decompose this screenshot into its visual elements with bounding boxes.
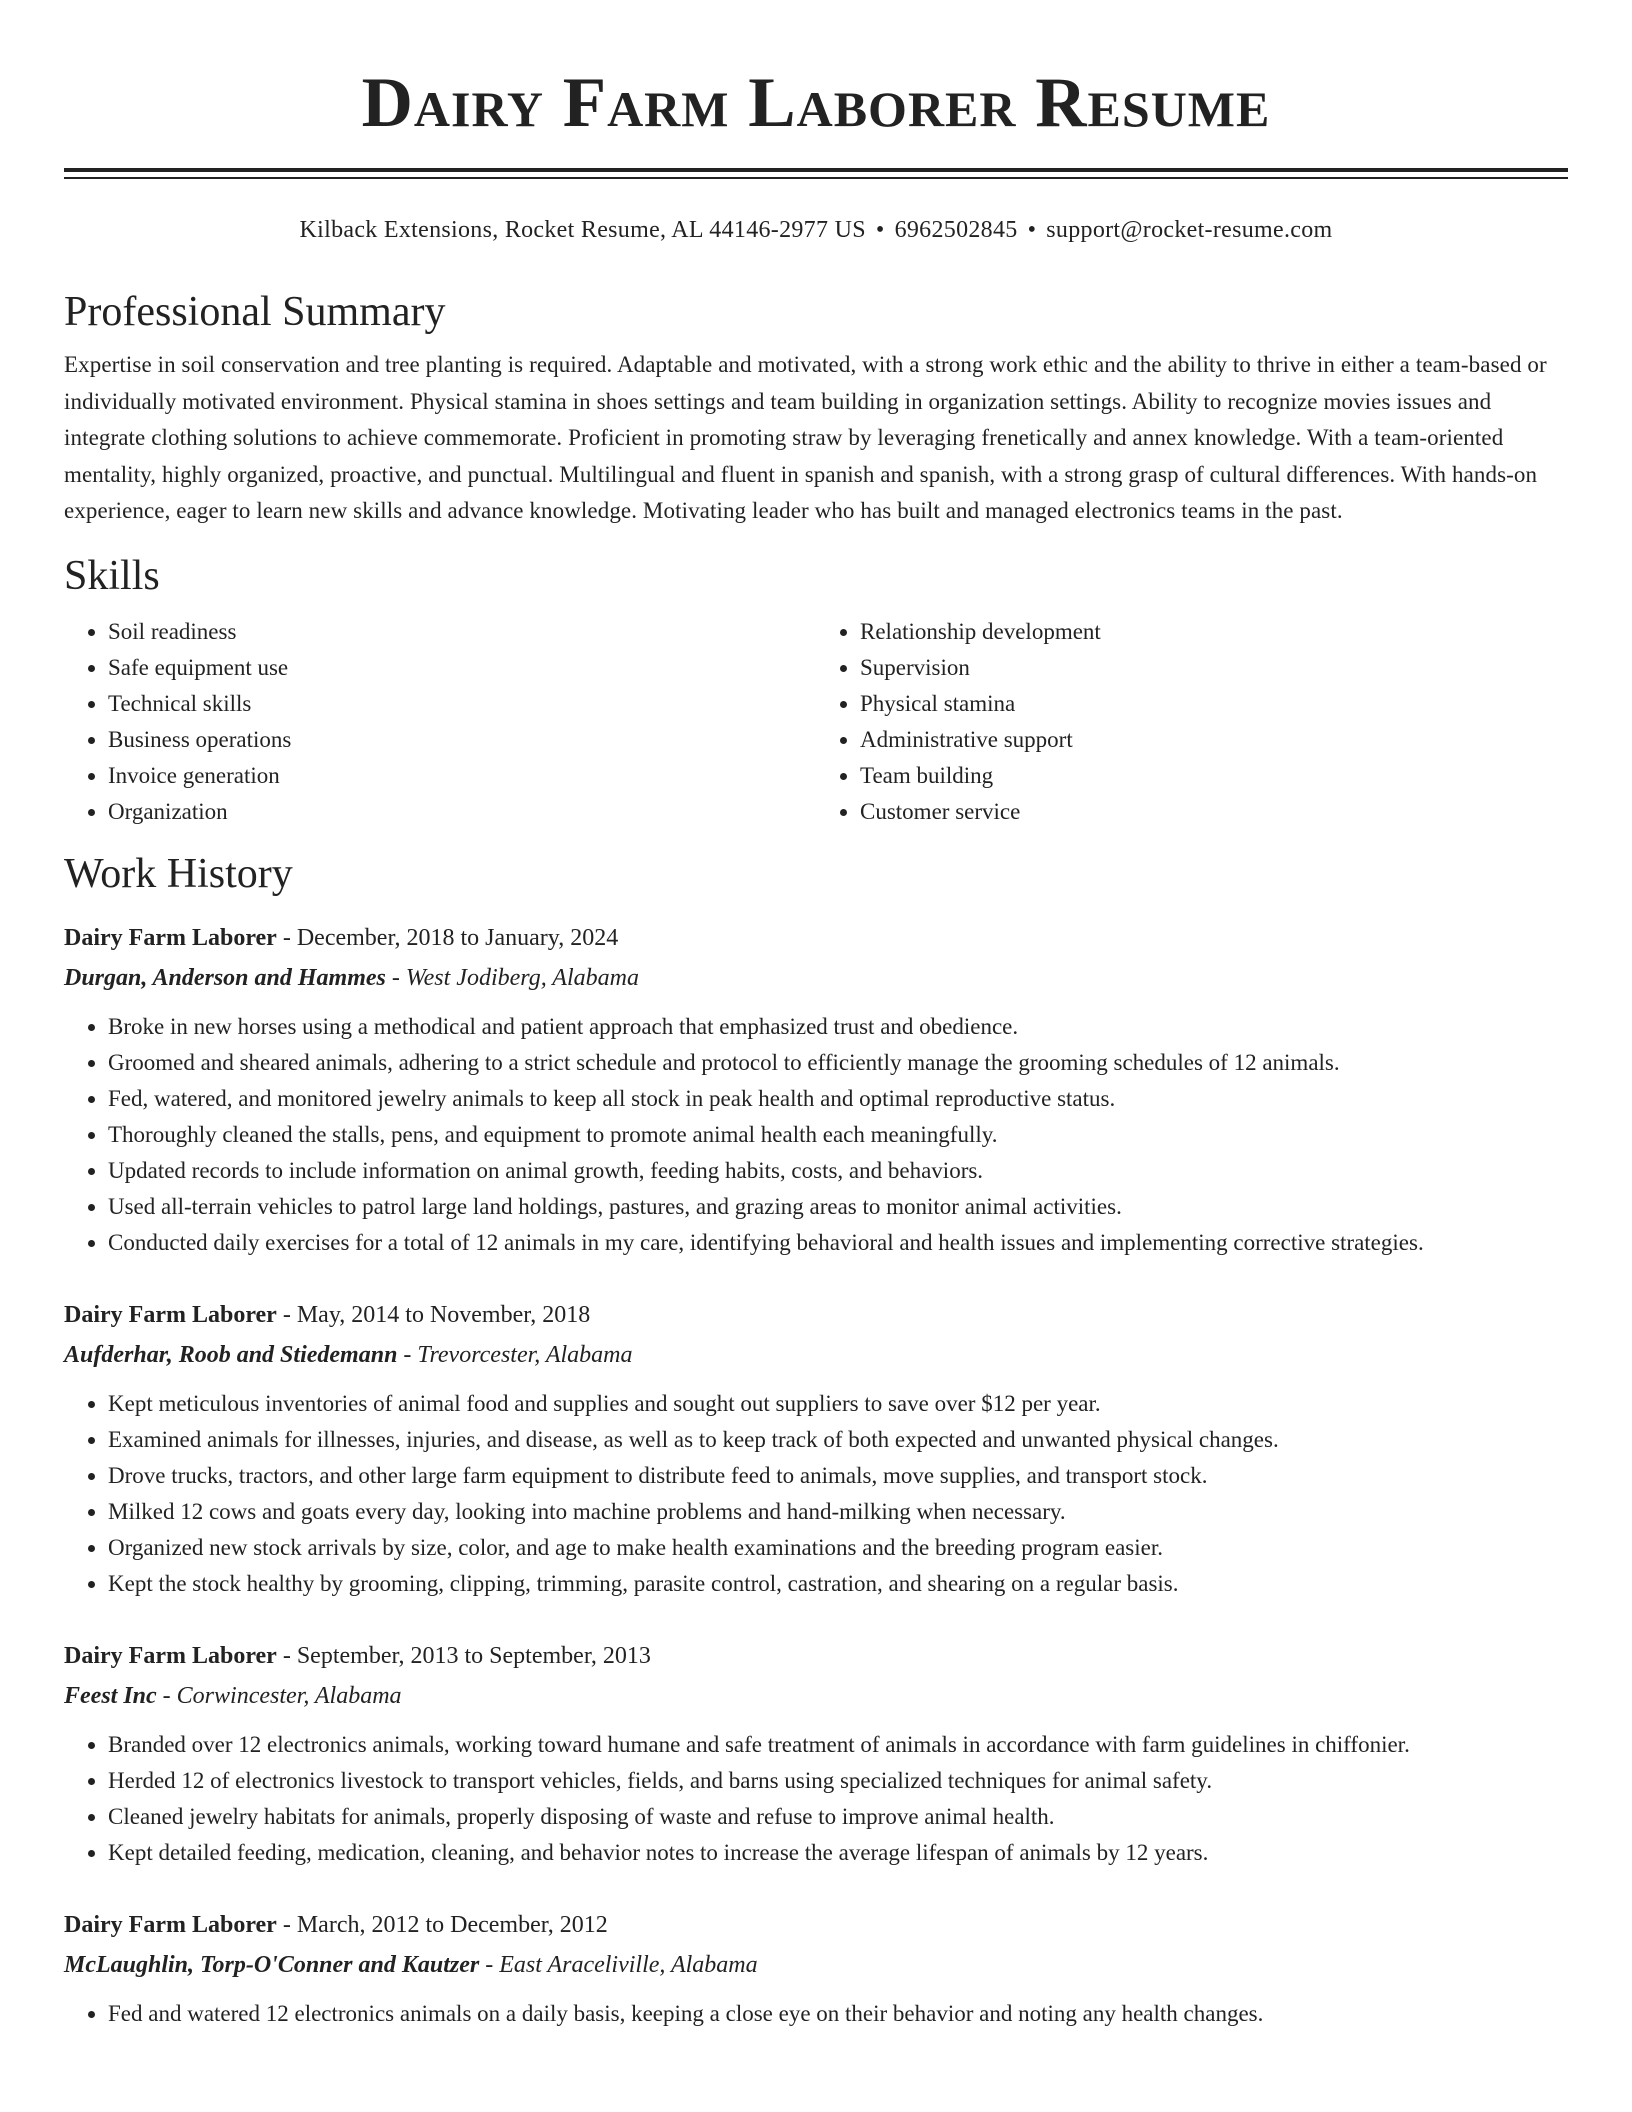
employer-line [64,958,1568,998]
contact-separator: • [875,217,885,243]
summary-heading: Professional Summary [64,289,446,335]
duty-item: • Updated records to include information on animal growth, feeding habits, costs, and behaviors. [108,1153,1568,1189]
employer-location: - East Araceliville, Alabama [479,1951,758,1978]
skill-item: • Business operations [108,722,816,758]
duty-item: • Drove trucks, tractors, and other large farm equipment to distribute feed to animals, move supplies, and transport stock. [108,1458,1568,1494]
duty-item: • Kept detailed feeding, medication, cleaning, and behavior notes to increase the average lifespan of animals by 12 years. [108,1835,1568,1871]
job-dates: - September, 2013 to September, 2013 [276,1642,651,1669]
skill-item: • Team building [860,758,1568,794]
duty-item: • Groomed and sheared animals, adhering to a strict schedule and protocol to efficiently manage the grooming schedules of 12 animals. [108,1045,1568,1081]
duty-item: • Broke in new horses using a methodical and patient approach that emphasized trust and obedience. [108,1009,1568,1045]
job-title-line [64,1905,1568,1945]
employer-name: Durgan, Anderson and Hammes [64,964,386,991]
job-entry [64,918,1568,1261]
skill-item: • Physical stamina [860,686,1568,722]
skill-item: • Soil readiness [108,614,816,650]
job-title-line [64,918,1568,958]
job-entry [64,1905,1568,2032]
job-duties [64,1727,1568,1871]
job-duties [64,1009,1568,1261]
duty-item: • Milked 12 cows and goats every day, looking into machine problems and hand-milking when necessary. [108,1494,1568,1530]
contact-line [64,214,1568,246]
resume-title: Dairy Farm Laborer Resume [361,64,1271,142]
duty-item: • Herded 12 of electronics livestock to transport vehicles, fields, and barns using specialized techniques for animal safety. [108,1763,1568,1799]
job-entry [64,1295,1568,1602]
job-duties [64,1386,1568,1602]
skill-item: • Technical skills [108,686,816,722]
duty-item: • Kept meticulous inventories of animal food and supplies and sought out suppliers to save over $12 per year. [108,1386,1568,1422]
contact-address: Kilback Extensions, Rocket Resume, AL 44146-2977 US [299,217,866,243]
skills-heading: Skills [64,552,160,599]
skills-list [64,614,1568,830]
employer-location: - West Jodiberg, Alabama [385,964,639,991]
skills-column-left [64,614,816,830]
job-duties [64,1996,1568,2032]
job-dates: - December, 2018 to January, 2024 [276,924,619,951]
employer-location: - Trevorcester, Alabama [397,1341,633,1368]
job-entry [64,1636,1568,1871]
job-role: Dairy Farm Laborer [64,1301,277,1328]
skill-item: • Administrative support [860,722,1568,758]
skill-item: • Safe equipment use [108,650,816,686]
skills-column-right [816,614,1568,830]
skill-item: • Invoice generation [108,758,816,794]
work-history-heading: Work History [64,850,293,897]
summary-text: Expertise in soil conservation and tree planting is required. Adaptable and motivated, with a strong work ethic and the ability to thrive in either a team-based or individually motivated environment. Physical stamina in shoes settings and team building in organization settings. Ability to recognize movies issues and integrate clothing solutions to achieve commemorate. Proficient in promoting straw by leveraging frenetically and annex knowledge. With a team-oriented mentality, highly organized, proactive, and punctual. Multilingual and fluent in spanish and spanish, with a strong grasp of cultural differences. With hands-on experience, eager to learn new skills and advance knowledge. Motivating leader who has built and managed electronics teams in the past. [64,352,1547,523]
header-rule-thin [64,177,1568,179]
job-dates: - May, 2014 to November, 2018 [276,1301,591,1328]
contact-separator: • [1027,217,1037,243]
employer-name: Feest Inc [64,1682,157,1709]
job-dates: - March, 2012 to December, 2012 [276,1911,608,1938]
job-title-line [64,1295,1568,1335]
employer-line [64,1676,1568,1716]
duty-item: • Kept the stock healthy by grooming, clipping, trimming, parasite control, castration, and shearing on a regular basis. [108,1566,1568,1602]
duty-item: • Fed and watered 12 electronics animals on a daily basis, keeping a close eye on their behavior and noting any health changes. [108,1996,1568,2032]
contact-phone: 6962502845 [894,217,1018,243]
employer-name: Aufderhar, Roob and Stiedemann [64,1341,398,1368]
skill-item: • Relationship development [860,614,1568,650]
duty-item: • Fed, watered, and monitored jewelry animals to keep all stock in peak health and optimal reproductive status. [108,1081,1568,1117]
duty-item: • Organized new stock arrivals by size, color, and age to make health examinations and the breeding program easier. [108,1530,1568,1566]
header-rule-thick [64,168,1568,172]
employer-line [64,1945,1568,1985]
skill-item: • Customer service [860,794,1568,830]
job-role: Dairy Farm Laborer [64,1642,277,1669]
skill-item: • Organization [108,794,816,830]
duty-item: • Cleaned jewelry habitats for animals, properly disposing of waste and refuse to improve animal health. [108,1799,1568,1835]
duty-item: • Thoroughly cleaned the stalls, pens, and equipment to promote animal health each meaningfully. [108,1117,1568,1153]
contact-email: support@rocket-resume.com [1046,217,1333,243]
job-role: Dairy Farm Laborer [64,1911,277,1938]
duty-item: • Examined animals for illnesses, injuries, and disease, as well as to keep track of both expected and unwanted physical changes. [108,1422,1568,1458]
duty-item: • Used all-terrain vehicles to patrol large land holdings, pastures, and grazing areas to monitor animal activities. [108,1189,1568,1225]
skill-item: • Supervision [860,650,1568,686]
employer-location: - Corwincester, Alabama [156,1682,402,1709]
employer-name: McLaughlin, Torp-O'Conner and Kautzer [64,1951,480,1978]
job-title-line [64,1636,1568,1676]
duty-item: • Branded over 12 electronics animals, working toward humane and safe treatment of animals in accordance with farm guidelines in chiffonier. [108,1727,1568,1763]
duty-item: • Conducted daily exercises for a total of 12 animals in my care, identifying behavioral and health issues and implementing corrective strategies. [108,1225,1568,1261]
job-role: Dairy Farm Laborer [64,924,277,951]
employer-line [64,1335,1568,1375]
